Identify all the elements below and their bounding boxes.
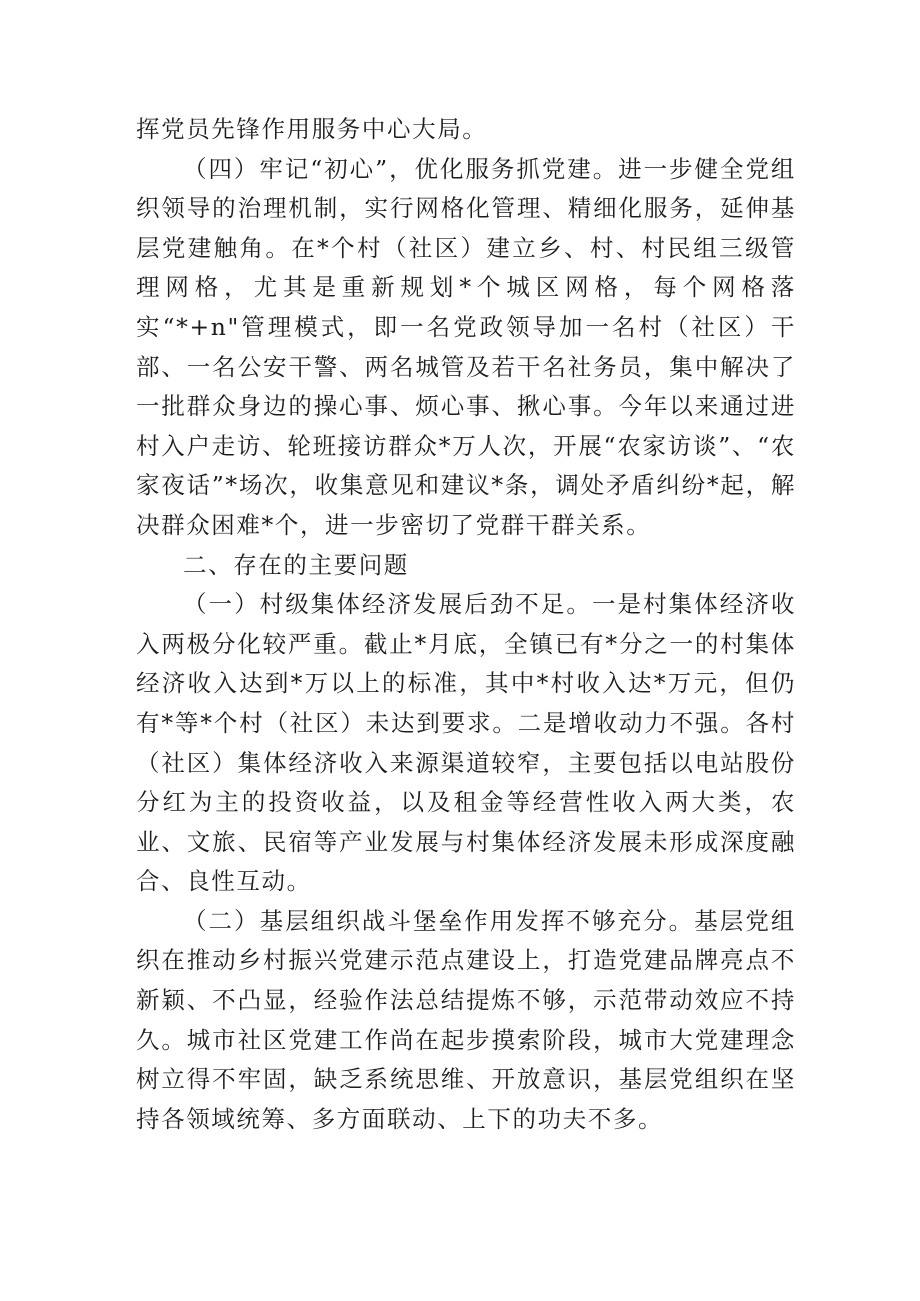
paragraph-section-four: （四）牢记“初心”，优化服务抓党建。进一步健全党组织领导的治理机制，实行网格化管理、精细化服务，延伸基层党建触角。在*个村（社区）建立乡、村、村民组三级管理网格，尤其是重新规划*个城区网格，每个网格落实“*+n"管理模式，即一名党政领导加一名村（社区）干部、一名公安干警、两名城管及若干名社务员，集中解决了一批群众身边的操心事、烦心事、揪心事。今年以来通过进村入户走访、轮班接访群众*万人次，开展“农家访谈”、“农家夜话”*场次，收集意见和建议*条，调处矛盾纠纷*起，解决群众困难*个，进一步密切了党群干群关系。 bbox=[136, 154, 796, 539]
heading-main-problems: 二、存在的主要问题 bbox=[183, 550, 409, 579]
document-body bbox=[136, 110, 796, 1139]
paragraph-continuation: 挥党员先锋作用服务中心大局。 bbox=[136, 115, 488, 143]
paragraph-problem-one: （一）村级集体经济发展后劲不足。一是村集体经济收入两极分化较严重。截止*月底，全镇已有*分之一的村集体经济收入达到*万以上的标准，其中*村收入达*万元，但仍有*等*个村（社区）未达到要求。二是增收动力不强。各村（社区）集体经济收入来源渠道较窄，主要包括以电站股份分红为主的投资收益，以及租金等经营性收入两大类，农业、文旅、民宿等产业发展与村集体经济发展未形成深度融合、良性互动。 bbox=[136, 590, 796, 896]
paragraph-problem-two: （二）基层组织战斗堡垒作用发挥不够充分。基层党组织在推动乡村振兴党建示范点建设上，打造党建品牌亮点不新颖、不凸显，经验作法总结提炼不够，示范带动效应不持久。城市社区党建工作尚在起步摸索阶段，城市大党建理念树立得不牢固，缺乏系统思维、开放意识，基层党组织在坚持各领域统筹、多方面联动、上下的功夫不多。 bbox=[136, 906, 796, 1133]
